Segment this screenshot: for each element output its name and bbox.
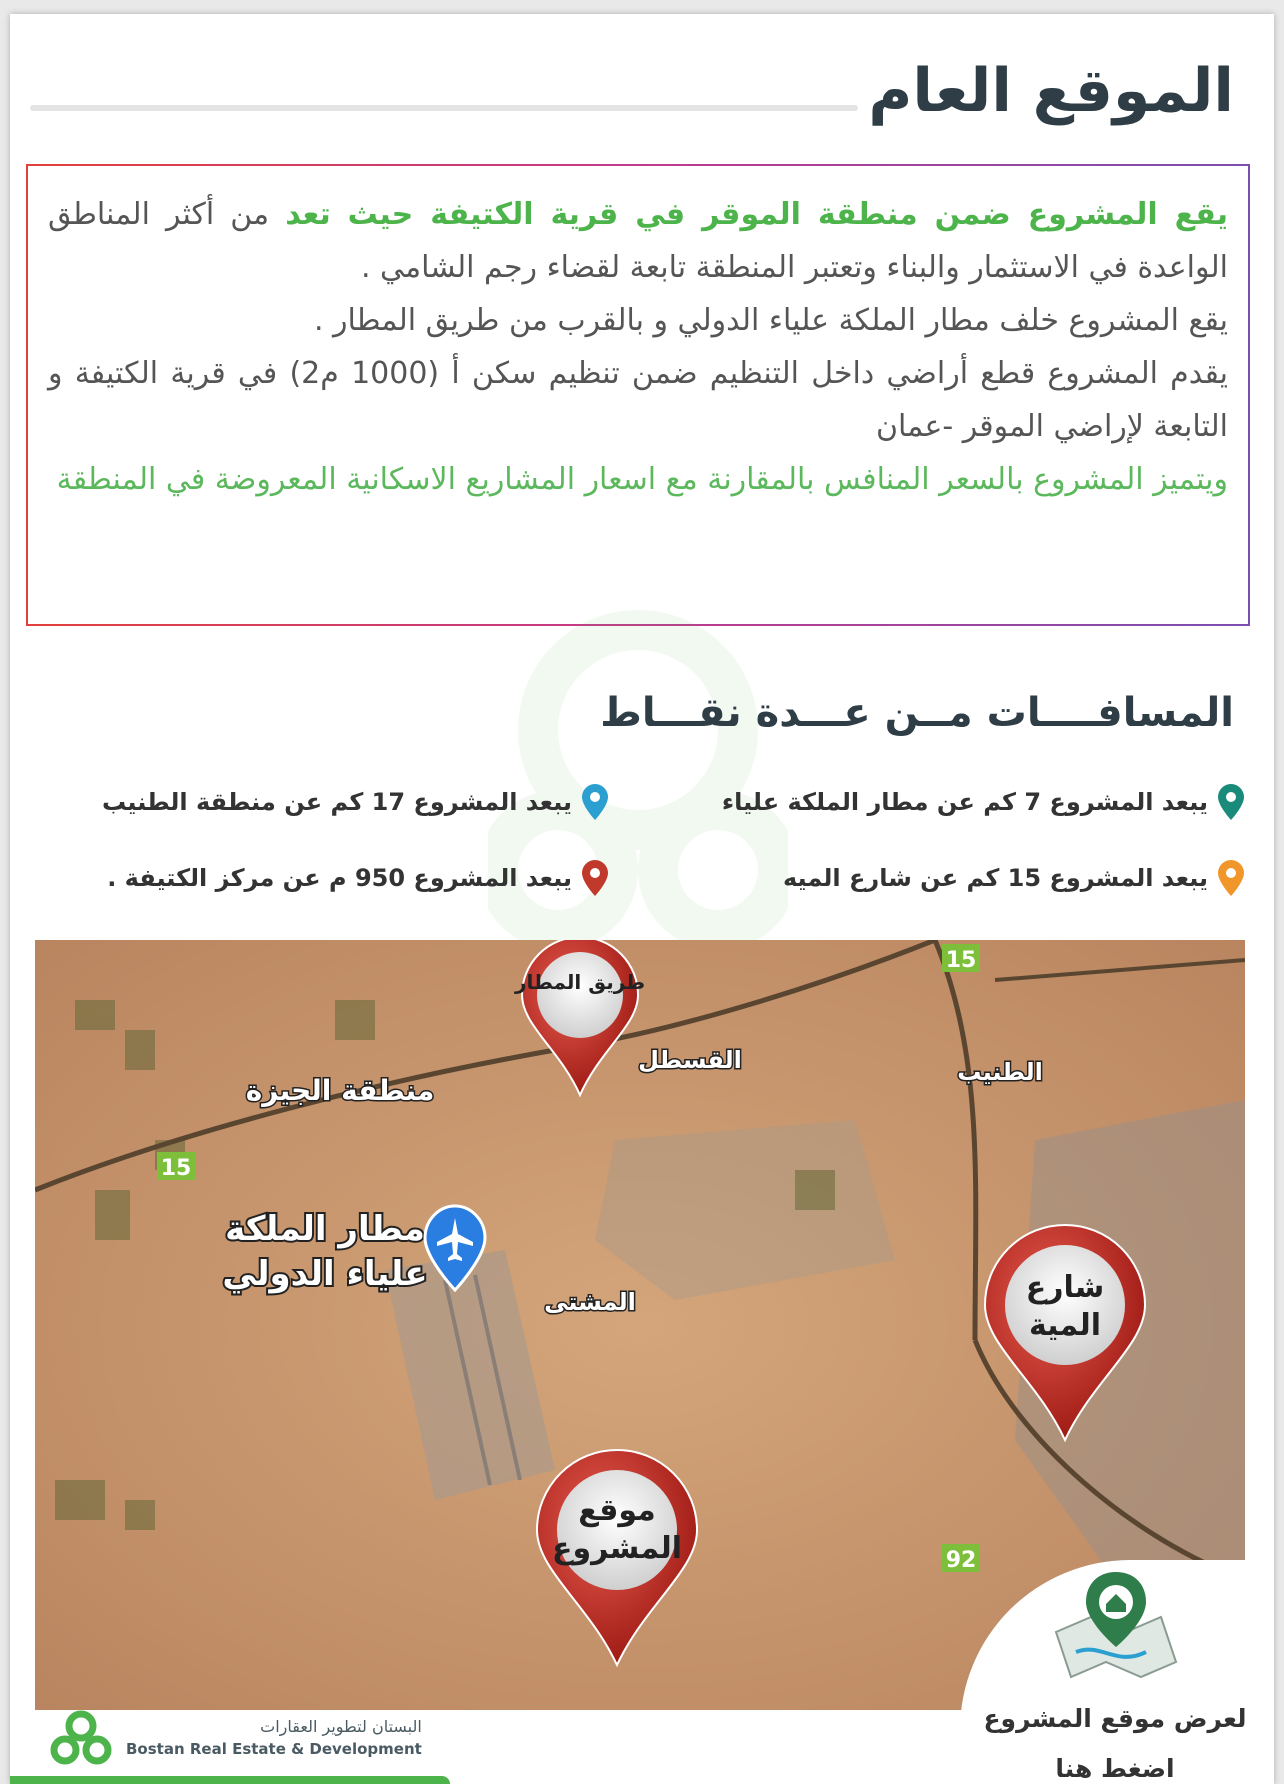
company-logo bbox=[50, 1710, 422, 1766]
map-label-tuneib: الطنيب bbox=[957, 1058, 1043, 1086]
intro-paragraph bbox=[28, 166, 1248, 506]
route-15-sign-left bbox=[157, 1152, 195, 1181]
page-title: الموقع العام bbox=[868, 56, 1234, 126]
svg-text:المية: المية bbox=[1028, 1308, 1102, 1343]
map-label-qastal: القسطل bbox=[638, 1046, 742, 1074]
bottom-accent-bar bbox=[10, 1776, 450, 1784]
svg-text:المشروع: المشروع bbox=[552, 1531, 682, 1566]
logo-text bbox=[126, 1716, 422, 1760]
location-cta-text[interactable] bbox=[970, 1694, 1260, 1784]
map-label-airport-1: مطار الملكة bbox=[225, 1209, 425, 1249]
map-label-airport-2: علياء الدولي bbox=[222, 1254, 428, 1294]
location-pin-icon bbox=[1218, 784, 1244, 820]
intro-text-4: ويتميز المشروع بالسعر المنافس بالمقارنة مع اسعار المشاريع الاسكانية المعروضة في المنطقة bbox=[56, 462, 1228, 497]
title-divider bbox=[30, 105, 858, 111]
location-pin-icon bbox=[582, 860, 608, 896]
distance-tuneib bbox=[102, 784, 608, 820]
map-location-icon[interactable] bbox=[1046, 1572, 1186, 1682]
distance-kutaifa-text: يبعد المشروع 950 م عن مركز الكتيفة . bbox=[107, 864, 572, 892]
map-label-jiza: منطقة الجيزة bbox=[245, 1074, 435, 1107]
location-pin-icon bbox=[1218, 860, 1244, 896]
distance-kutaifa-center bbox=[107, 860, 608, 896]
location-pin-icon bbox=[582, 784, 608, 820]
route-15-sign-top bbox=[942, 944, 980, 973]
svg-text:15: 15 bbox=[945, 948, 977, 973]
svg-text:92: 92 bbox=[945, 1548, 977, 1573]
location-cta-line2: اضغط هنا bbox=[1055, 1754, 1175, 1783]
route-92-sign bbox=[942, 1544, 980, 1573]
intro-highlight: يقع المشروع ضمن منطقة الموقر في قرية الكتيفة حيث تعد bbox=[285, 197, 1228, 232]
distance-airport bbox=[722, 784, 1244, 820]
intro-text-3: يقدم المشروع قطع أراضي داخل التنظيم ضمن تنظيم سكن أ (1000 م2) في قرية الكتيفة و التابعة لإراضي الموقر -عمان bbox=[48, 356, 1228, 444]
distance-tuneib-text: يبعد المشروع 17 كم عن منطقة الطنيب bbox=[102, 788, 572, 816]
bostan-logo-icon bbox=[50, 1710, 112, 1766]
svg-text:15: 15 bbox=[160, 1156, 192, 1181]
distance-maya-text: يبعد المشروع 15 كم عن شارع الميه bbox=[782, 864, 1208, 892]
intro-text-1: من أكثر المناطق الواعدة في الاستثمار والبناء وتعتبر المنطقة تابعة لقضاء رجم الشامي . bbox=[48, 197, 1228, 285]
distance-maya-street bbox=[783, 860, 1244, 896]
intro-text-2: يقع المشروع خلف مطار الملكة علياء الدولي و بالقرب من طريق المطار . bbox=[313, 303, 1228, 338]
page bbox=[10, 14, 1274, 1784]
intro-box bbox=[26, 164, 1250, 626]
svg-text:شارع: شارع bbox=[1025, 1270, 1105, 1305]
logo-english: Bostan Real Estate & Development bbox=[126, 1740, 422, 1758]
location-cta-line1: لعرض موقع المشروع bbox=[983, 1704, 1247, 1733]
svg-text:موقع: موقع bbox=[578, 1493, 656, 1528]
distance-airport-text: يبعد المشروع 7 كم عن مطار الملكة علياء bbox=[721, 788, 1208, 816]
svg-text:طريق المطار: طريق المطار bbox=[514, 970, 646, 994]
map-label-mushatta: المشتى bbox=[544, 1288, 636, 1316]
logo-arabic: البستان لتطوير العقارات bbox=[260, 1717, 422, 1736]
distances-title: المسافــــات مــن عـــدة نقـــاط bbox=[600, 690, 1234, 736]
